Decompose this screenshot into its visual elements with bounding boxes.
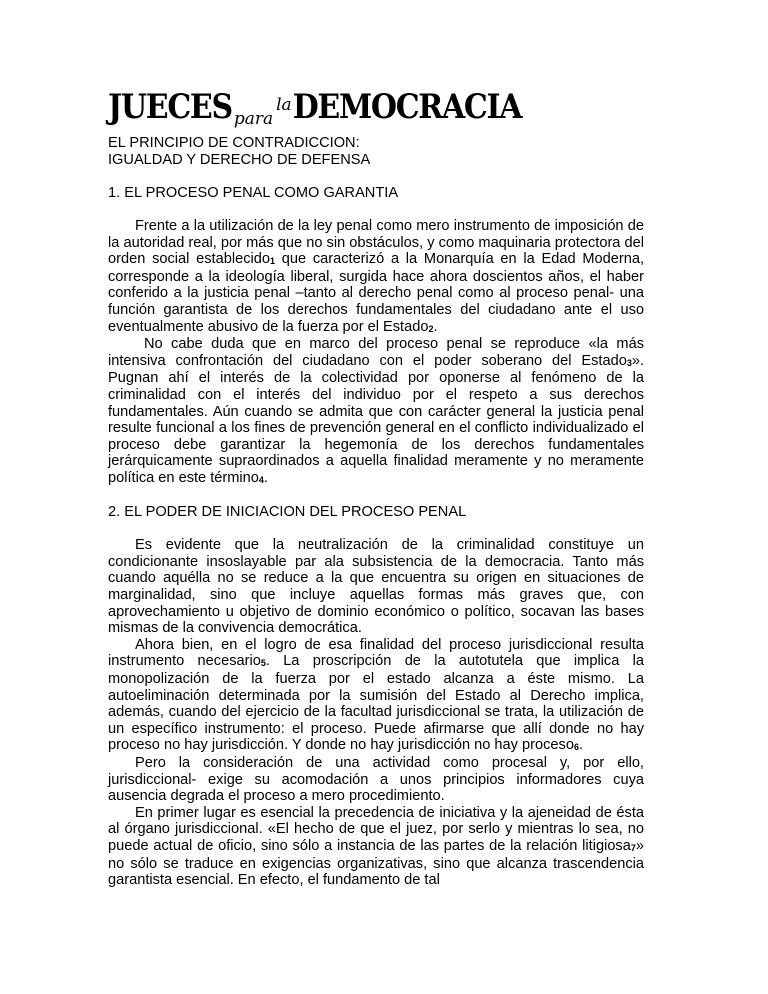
footnote-ref-3[interactable]: 3 xyxy=(626,357,632,368)
footnote-ref-5[interactable]: 5 xyxy=(260,658,266,669)
section-1-heading: 1. EL PROCESO PENAL COMO GARANTIA xyxy=(108,184,399,201)
section-2-paragraph-2: Ahora bien, en el logro de esa finalidad del proceso jurisdiccional resulta instrumento necesario$^5$. La proscripción de la autotutela que implica la monopolización de la fuerza por el estado alcanza a éste mismo. La autoeliminación determinada por la sumisión del Estado al Derecho implica, además, cuando del ejercicio de la facultad jurisdiccional se trata, la utilización de un específico instrumento: el proceso. Puede afirmarse que allí donde no hay proceso no hay jurisdicción. Y donde no hay jurisdicción no hay proceso$^6$. xyxy=(108,636,644,754)
footnote-ref-7[interactable]: 7 xyxy=(630,842,636,853)
logo-word-para: para xyxy=(233,109,274,129)
footnote-ref-4[interactable]: 4 xyxy=(258,474,264,485)
document-body xyxy=(108,135,644,889)
section-1-paragraph-2: No cabe duda que en marco del proceso penal se reproduce «la más intensiva confrontación del ciudadano con el poder soberano del Estado$^3$». Pugnan ahí el interés de la colectividad por oponerse al fenómeno de la criminalidad con el interés del individuo por el respeto a sus derechos fundamentales. Aún cuando se admita que con carácter general la justicia penal resulte funcional a los fines de prevención general en el conflicto individualizado el proceso debe garantizar la hegemonía de los derechos fundamentales jerárquicamente supraordinados a aquella finalidad meramente y no meramente política en este término$^4$. xyxy=(108,336,644,486)
logo-word-la: la xyxy=(276,95,292,115)
section-2-paragraph-4: En primer lugar es esencial la precedencia de iniciativa y la ajeneidad de ésta al órgano jurisdiccional. «El hecho de que el juez, por serlo y mientras lo sea, no puede actual de oficio, sino sólo a instancia de las partes de la relación litigiosa$^7$» no sólo se traduce en exigencias organizativas, sino que alcanza trascendencia garantista esencial. En efecto, el fundamento de tal xyxy=(108,804,644,889)
document-title xyxy=(108,135,644,168)
jueces-para-la-democracia-logo xyxy=(108,87,521,127)
footnote-ref-2[interactable]: 2 xyxy=(428,323,434,334)
logo-word-jueces: JUECES xyxy=(108,87,232,127)
section-1-paragraph-1: Frente a la utilización de la ley penal como mero instrumento de imposición de la autoridad real, por más que no sin obstáculos, y como maquinaria protectora del orden social establecido$^1$ que caracterizó a la Monarquía en la Edad Moderna, corresponde a la ideología liberal, surgida hace ahora doscientos años, el haber conferido a la justicia penal –tanto al derecho penal como al proceso penal- una función garantista de los derechos fundamentales del ciudadano ante el uso eventualmente abusivo de la fuerza por el Estado$^2$. xyxy=(108,217,644,335)
section-2-paragraph-3: Pero la consideración de una actividad como procesal y, por ello, jurisdiccional- exige su acomodación a unos principios informadores cuya ausencia degrada el proceso a mero procedimiento. xyxy=(108,754,644,805)
section-2-paragraph-1: Es evidente que la neutralización de la criminalidad constituye un condicionante insoslayable par ala subsistencia de la democracia. Tanto más cuando aquélla no se reduce a la que encuentra su origen en situaciones de marginalidad, sino que incluye aquellas formas más graves que, con aprovechamiento u objetivo de dominio económico o político, socavan las bases mismas de la convivencia democrática. xyxy=(108,537,644,637)
logo-word-democracia: DEMOCRACIA xyxy=(292,87,522,127)
footnote-ref-6[interactable]: 6 xyxy=(573,742,579,753)
footnote-ref-1[interactable]: 1 xyxy=(269,256,275,267)
title-line-1: EL PRINCIPIO DE CONTRADICCION: xyxy=(108,135,360,151)
section-2-heading: 2. EL PODER DE INICIACION DEL PROCESO PENAL xyxy=(108,504,467,521)
title-line-2: IGUALDAD Y DERECHO DE DEFENSA xyxy=(108,151,371,168)
